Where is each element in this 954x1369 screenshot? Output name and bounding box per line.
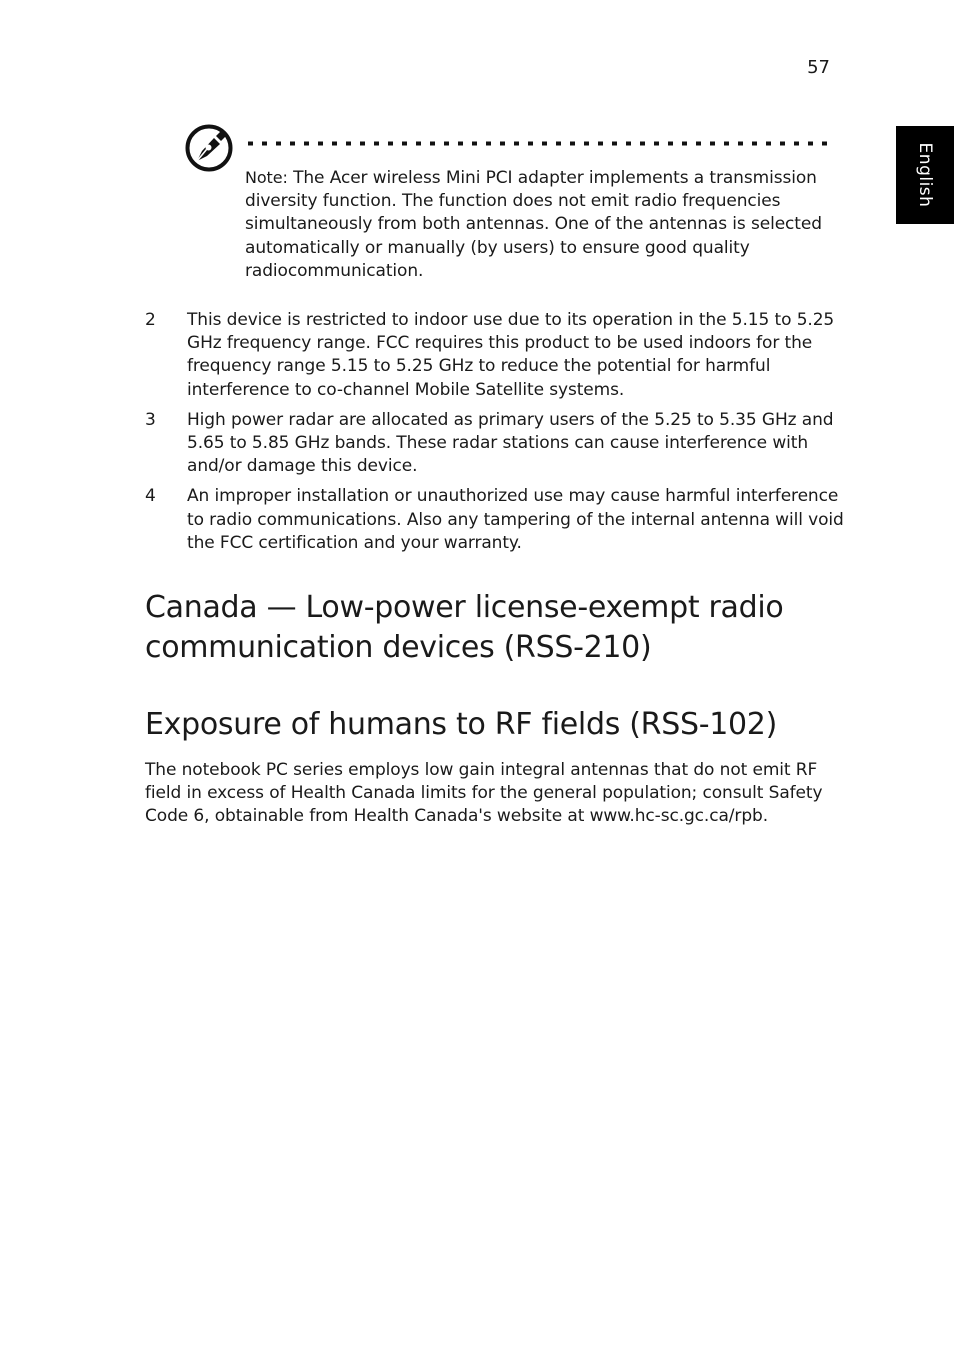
list-item-number: 2 [145,310,156,330]
list-item [145,309,845,402]
list-item [145,409,845,479]
list-item [145,485,845,555]
exposure-paragraph: The notebook PC series employs low gain integral antennas that do not emit RF field in excess of Health Canada limits for the general population; consult Safety Code 6, obtainable from Health Canada's website at www.hc-sc.gc.ca/rpb. [145,760,823,827]
list-item-text: This device is restricted to indoor use due to its operation in the 5.15 to 5.25 GHz frequency range. FCC requires this product to be used indoors for the frequency range 5.15 to 5.25 GHz to reduce the potential for harmful interference to co-channel Mobile Satellite systems. [187,310,835,400]
list-item-text: High power radar are allocated as primary users of the 5.25 to 5.35 GHz and 5.65 to 5.85 GHz bands. These radar stations can cause interference with and/or damage this device. [187,409,834,477]
note-box [245,166,835,283]
page-number: 57 [807,57,830,78]
section-heading-canada: Canada — Low-power license-exempt radio communication devices (RSS-210) [145,590,784,665]
section-heading-exposure: Exposure of humans to RF fields (RSS-102) [145,707,777,742]
language-tab-label: English [915,142,935,208]
numbered-list [145,309,845,562]
note-pen-icon [185,124,233,172]
language-tab [896,126,954,224]
note-text: The Acer wireless Mini PCI adapter implements a transmission diversity function. The function does not emit radio frequencies simultaneously from both antennas. One of the antennas is selected automatically or manually (by users) to ensure good quality radiocommunication. [245,168,822,281]
note-label: Note: [245,168,288,187]
list-item-text: An improper installation or unauthorized use may cause harmful interference to radio communications. Also any tampering of the internal antenna will void the FCC certification and your warranty. [187,486,844,553]
list-item-number: 3 [145,409,156,430]
note-dotted-rule [246,141,832,146]
list-item-number: 4 [145,486,156,507]
